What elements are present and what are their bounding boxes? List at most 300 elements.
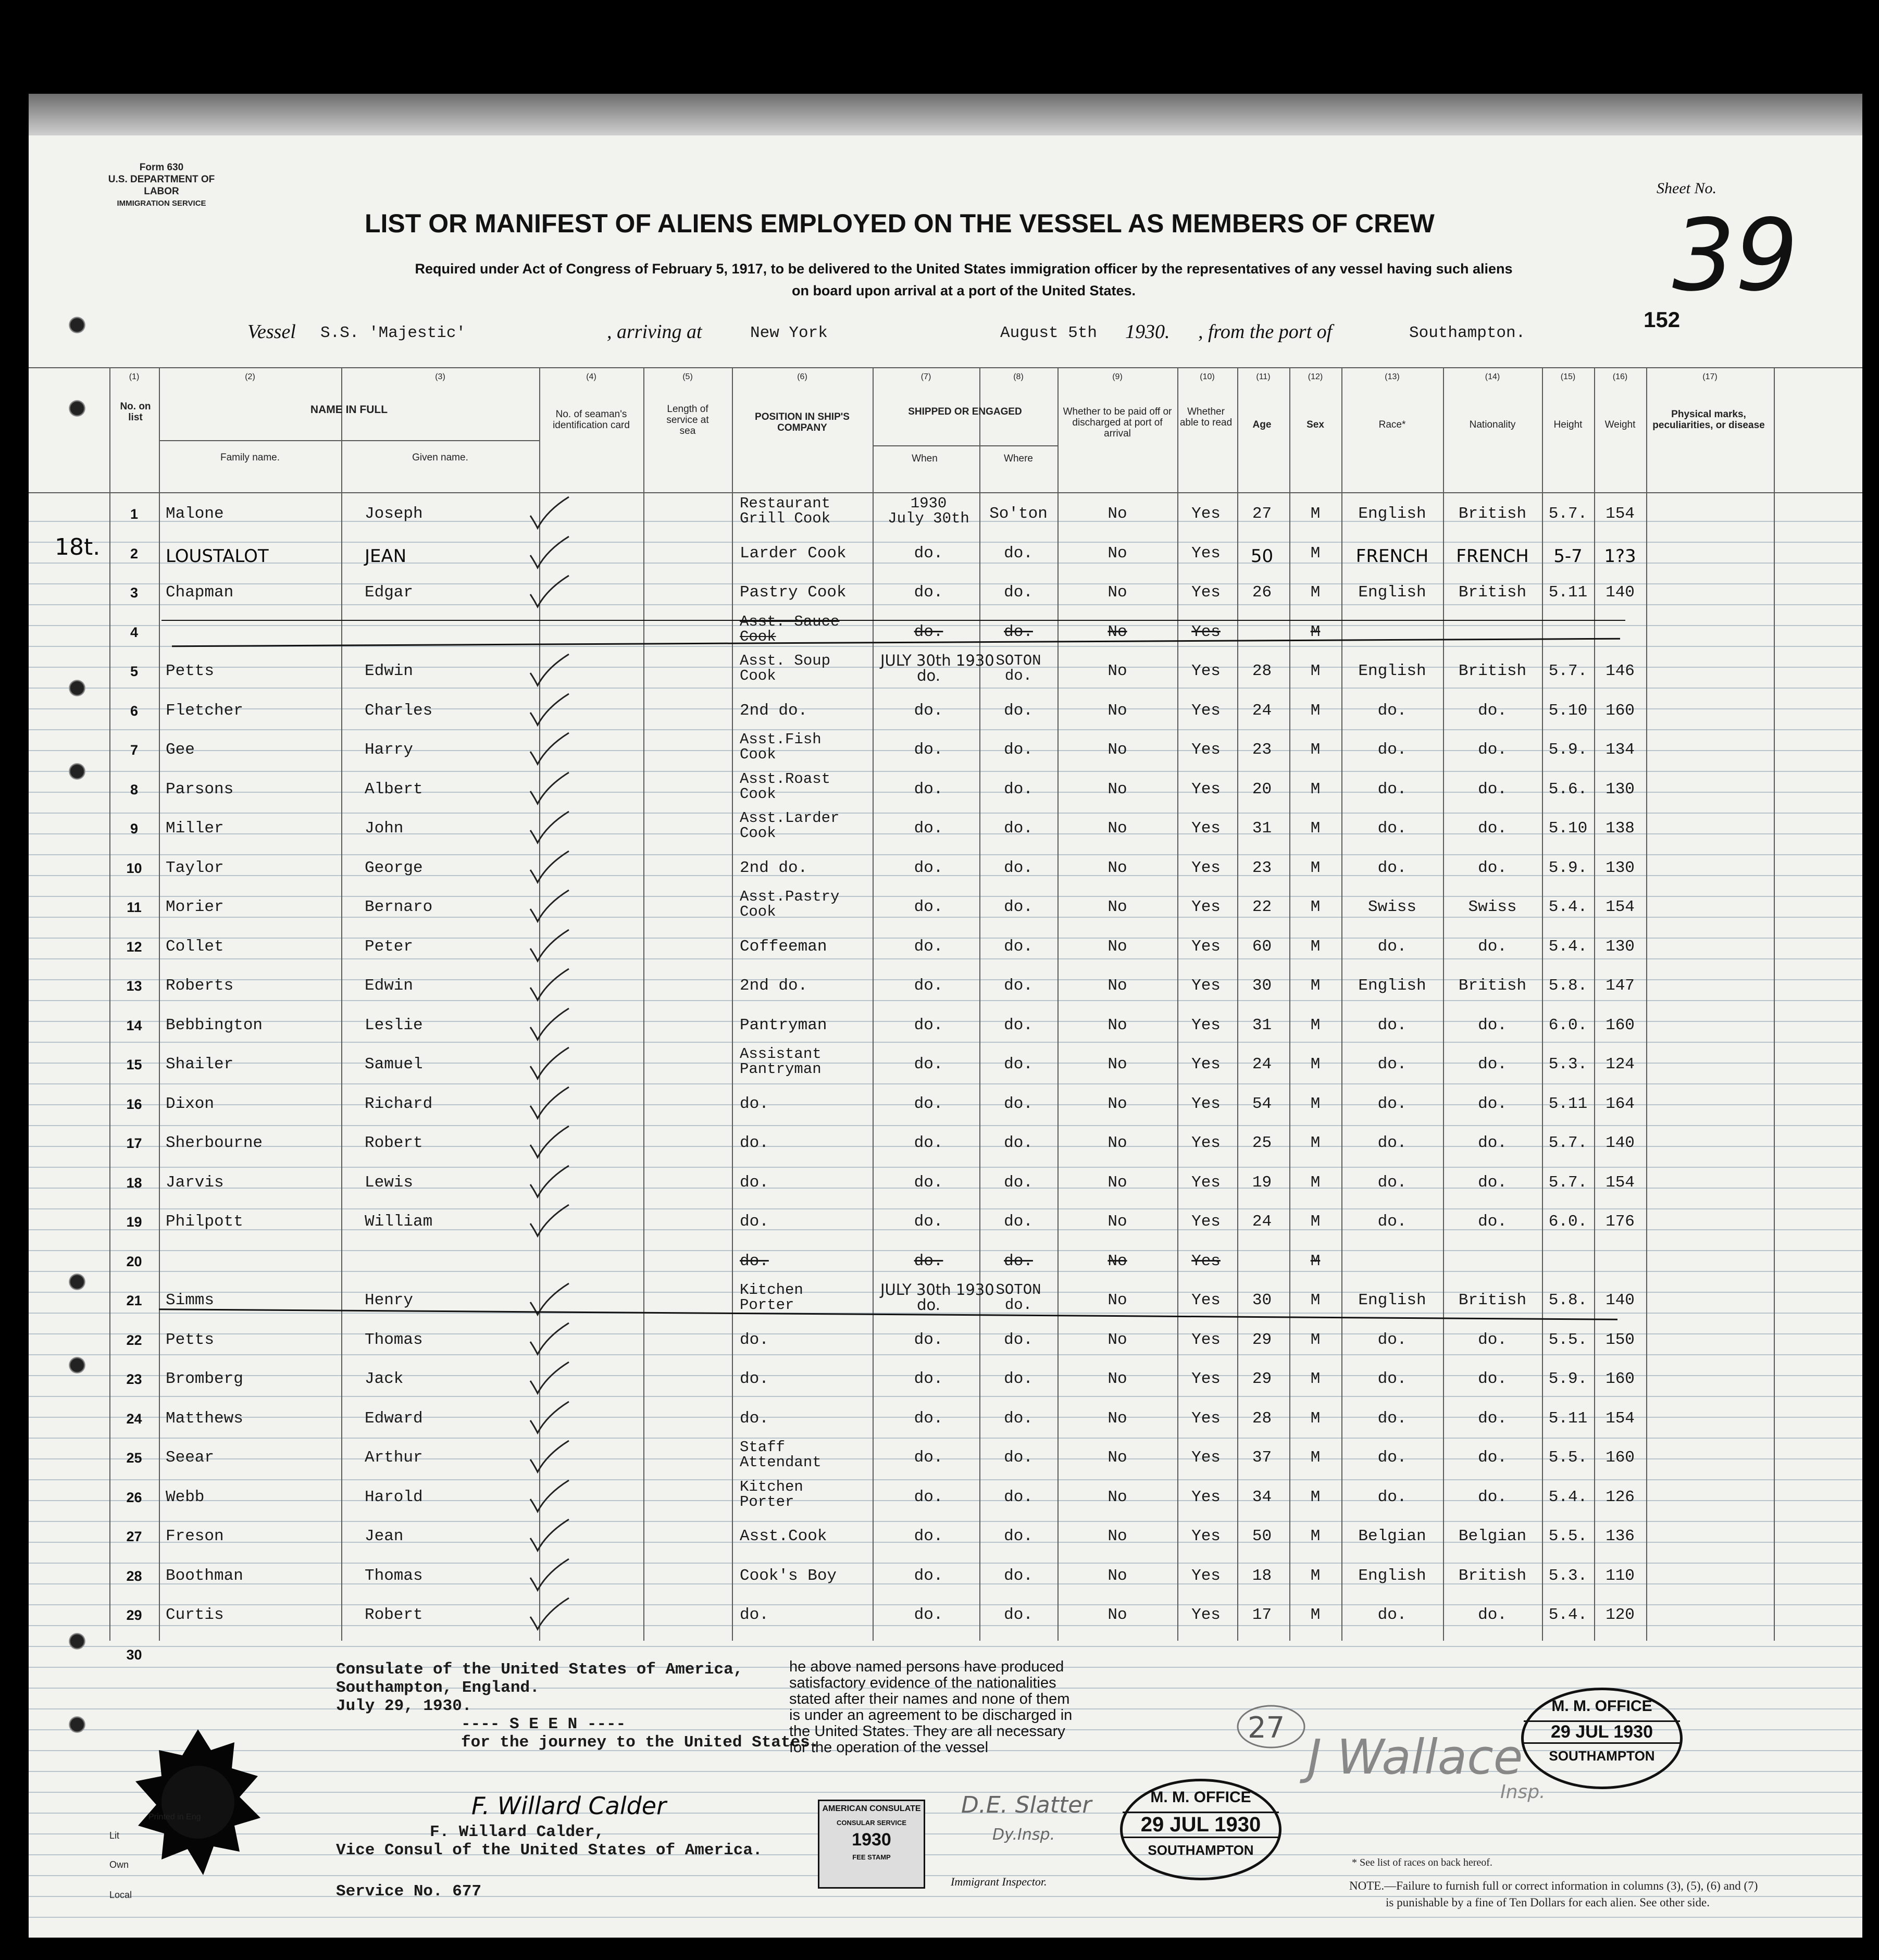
cell-given: [365, 821, 403, 837]
cell-paid-line: No: [1108, 1252, 1127, 1270]
cell-race-line: do.: [1377, 858, 1407, 877]
seen-line: ---- S E E N ----: [461, 1715, 626, 1733]
office-stamp-date: 29 JUL 1930: [1123, 1812, 1279, 1838]
check-mark-icon: [526, 1164, 573, 1200]
cell-height: [1542, 506, 1594, 522]
rule-line: [29, 958, 1862, 959]
cell-pos-line: Larder Cook: [740, 544, 847, 563]
cell-given: [365, 703, 432, 719]
col-race-header: Race*: [1378, 419, 1406, 430]
cell-weight-line: 154: [1606, 1409, 1635, 1428]
cell-age: [1237, 1135, 1287, 1151]
column-rule: [341, 367, 342, 1641]
cell-no: [109, 1529, 159, 1545]
cell-height-line: 6.0.: [1548, 1213, 1588, 1231]
cell-weight-line: 110: [1606, 1566, 1635, 1585]
cell-height: [1542, 1214, 1594, 1230]
cell-sex: [1289, 1371, 1341, 1387]
cell-where-line: do.: [1004, 544, 1033, 563]
cell-paid: [1057, 900, 1177, 915]
cell-sex-line: M: [1310, 1566, 1321, 1585]
cell-when: [880, 939, 977, 955]
column-number: (9): [1112, 372, 1123, 381]
cell-pos: [740, 810, 839, 841]
cell-age-line: 18: [1252, 1566, 1272, 1585]
cell-nat-line: FRENCH: [1456, 545, 1529, 567]
cell-family-line: Boothman: [166, 1566, 243, 1585]
cell-no-line: 2: [130, 545, 139, 561]
cell-where: [982, 939, 1055, 955]
col-name-header: NAME IN FULL: [310, 404, 388, 416]
cell-pos-line: Porter: [740, 1296, 794, 1314]
cell-weight-line: 124: [1606, 1055, 1635, 1073]
from-port: Southampton.: [1409, 324, 1526, 342]
cell-nat-line: do.: [1478, 1213, 1507, 1231]
cell-when: [880, 1332, 977, 1348]
cell-family: [166, 1018, 263, 1033]
cell-sex-line: M: [1310, 544, 1321, 563]
cell-sex: [1289, 1057, 1341, 1072]
cell-sex: [1289, 1529, 1341, 1544]
cell-weight: [1594, 1411, 1646, 1427]
vessel-label: Vessel: [247, 321, 296, 343]
lit-label: Lit: [109, 1830, 120, 1841]
cell-nat: [1443, 1214, 1542, 1230]
col-marks-header: Physical marks, peculiarities, or disease: [1652, 409, 1765, 431]
cell-pos: [740, 1440, 822, 1470]
office-stamp-top: M. M. OFFICE: [1551, 1697, 1652, 1715]
cell-read: [1177, 782, 1235, 797]
col-where-header: Where: [1004, 453, 1033, 464]
margin-note: 18t.: [55, 534, 101, 560]
cell-family: [166, 546, 269, 567]
cell-when-line: JULY 30th 1930: [880, 652, 994, 669]
cell-age: [1237, 1214, 1287, 1230]
column-rule: [732, 367, 733, 1641]
cell-race-line: do.: [1377, 819, 1407, 838]
cell-given-line: Robert: [365, 1134, 423, 1152]
cell-no-line: 19: [126, 1214, 142, 1230]
cell-nat-line: British: [1458, 977, 1527, 995]
cell-where: [982, 506, 1055, 522]
cell-where: [982, 1175, 1055, 1191]
check-mark-icon: [526, 495, 573, 531]
cell-race: [1341, 1607, 1443, 1623]
cell-family: [166, 703, 243, 719]
cell-when: [880, 1096, 977, 1112]
cell-weight: [1594, 742, 1646, 758]
deputy-title: Dy.Insp.: [992, 1826, 1055, 1844]
cell-height: [1542, 900, 1594, 915]
cell-given-line: Peter: [365, 937, 414, 956]
cell-where-line: do.: [1004, 1016, 1033, 1034]
cell-pos: [740, 585, 847, 601]
cell-height: [1542, 860, 1594, 876]
cell-sex: [1289, 1214, 1341, 1230]
cell-race: [1341, 1175, 1443, 1191]
cell-age-line: 27: [1252, 505, 1272, 523]
cell-race: [1341, 860, 1443, 876]
cell-pos: [740, 703, 807, 719]
cell-given: [365, 585, 413, 601]
cell-nat: [1443, 506, 1542, 522]
cell-where: [982, 1371, 1055, 1387]
printed-note: Printed in Eng: [148, 1813, 201, 1821]
cell-paid-line: No: [1108, 583, 1127, 602]
cell-age: [1237, 1411, 1287, 1427]
column-number: (6): [797, 372, 807, 381]
cell-no-line: 15: [126, 1057, 142, 1072]
office-stamp-right: [1521, 1688, 1683, 1789]
cell-family-line: Morier: [166, 898, 224, 916]
rule-line: [29, 542, 1862, 543]
check-mark-icon: [526, 1124, 573, 1160]
cell-age: [1237, 978, 1287, 994]
cell-when: [880, 1018, 977, 1033]
cell-read-line: Yes: [1191, 898, 1221, 916]
cell-family-line: Roberts: [166, 977, 234, 995]
cell-race: [1341, 1135, 1443, 1151]
cell-paid: [1057, 1293, 1177, 1308]
check-mark-icon: [526, 928, 573, 964]
cell-race: [1341, 821, 1443, 837]
cell-sex-line: M: [1310, 858, 1321, 877]
cell-given: [365, 546, 406, 567]
cell-age-line: 26: [1252, 583, 1272, 602]
column-number: (17): [1702, 372, 1718, 381]
cell-where: [982, 1214, 1055, 1230]
cell-age: [1237, 1175, 1287, 1191]
cell-nat-line: do.: [1478, 1330, 1507, 1349]
cell-given: [365, 1018, 423, 1033]
cell-where: [982, 1529, 1055, 1544]
cell-sex: [1289, 664, 1341, 679]
cell-nat: [1443, 1607, 1542, 1623]
cell-sex: [1289, 782, 1341, 797]
cell-family-line: Chapman: [166, 583, 234, 602]
cell-weight: [1594, 664, 1646, 679]
penalty-note-line-1: NOTE.—Failure to furnish full or correct information in columns (3), (5), (6) and (7): [1349, 1879, 1758, 1892]
cell-given-line: Jack: [365, 1370, 404, 1388]
cell-nat: [1443, 703, 1542, 719]
cell-given: [365, 1293, 413, 1308]
cell-race-line: do.: [1377, 1016, 1407, 1034]
cell-nat: [1443, 546, 1542, 567]
cell-no-line: 13: [126, 978, 142, 994]
cell-nat: [1443, 1175, 1542, 1191]
cell-paid-line: No: [1108, 780, 1127, 798]
cell-race-line: English: [1358, 977, 1426, 995]
cell-given-line: Jean: [365, 1527, 404, 1545]
cell-pos-line: Assistant: [740, 1045, 822, 1063]
cell-sex-line: M: [1310, 937, 1321, 956]
cell-height: [1542, 978, 1594, 994]
cell-where-line: do.: [1004, 583, 1033, 602]
check-mark-icon: [526, 1006, 573, 1043]
cell-nat-line: do.: [1478, 1094, 1507, 1113]
cell-no: [109, 1135, 159, 1152]
cell-read: [1177, 703, 1235, 719]
check-mark-icon: [526, 1321, 573, 1357]
col-when-header: When: [912, 453, 938, 464]
cell-given: [365, 1214, 432, 1230]
cell-family: [166, 1568, 243, 1584]
cell-where-line: do.: [1004, 898, 1033, 916]
cell-race-line: do.: [1377, 1055, 1407, 1073]
cell-weight: [1594, 900, 1646, 915]
cell-no-line: 4: [130, 624, 139, 640]
cell-nat: [1443, 742, 1542, 758]
cell-paid: [1057, 742, 1177, 758]
col-age-header: Age: [1252, 419, 1272, 430]
cell-pos-line: Cook: [740, 746, 776, 763]
cell-nat-line: do.: [1478, 1449, 1507, 1467]
cell-read-line: Yes: [1191, 1173, 1221, 1192]
cell-height-line: 5.4.: [1548, 1606, 1588, 1624]
consulate-line-3: July 29, 1930.: [336, 1697, 472, 1715]
cell-pos-line: Cook: [740, 785, 776, 803]
cell-given-line: George: [365, 858, 423, 877]
cell-paid: [1057, 506, 1177, 522]
cell-read-line: Yes: [1191, 1370, 1221, 1388]
cell-given-line: Joseph: [365, 505, 423, 523]
cell-read-line: Yes: [1191, 977, 1221, 995]
page-title: LIST OR MANIFEST OF ALIENS EMPLOYED ON THE VESSEL AS MEMBERS OF CREW: [365, 209, 1435, 238]
cell-pos-line: Asst.Larder: [740, 809, 840, 827]
cell-nat-line: British: [1458, 1291, 1527, 1309]
cell-read: [1177, 1096, 1235, 1112]
cell-sex: [1289, 742, 1341, 758]
column-rule: [159, 367, 160, 1641]
cell-read-line: Yes: [1191, 544, 1221, 563]
cell-race-line: do.: [1377, 1370, 1407, 1388]
punch-hole: [69, 1716, 85, 1733]
arriving-label: , arriving at: [607, 321, 702, 343]
cell-no: [109, 860, 159, 877]
cell-race-line: do.: [1377, 1213, 1407, 1231]
cell-paid-line: No: [1108, 1213, 1127, 1231]
office-stamp-top: M. M. OFFICE: [1150, 1789, 1251, 1806]
cell-nat: [1443, 1135, 1542, 1151]
cell-nat: [1443, 821, 1542, 837]
cell-race-line: Belgian: [1358, 1527, 1426, 1545]
cell-family-line: Jarvis: [166, 1173, 224, 1192]
cell-where: [982, 1568, 1055, 1584]
cell-family: [166, 900, 224, 915]
cell-height-line: 5.11: [1548, 583, 1588, 602]
cell-when: [880, 546, 977, 561]
cell-pos-line: Cook: [740, 628, 776, 645]
cell-when-line: do.: [914, 780, 943, 798]
inspector-signature: J Wallace: [1308, 1729, 1523, 1785]
rule-line: [29, 1604, 1862, 1605]
cell-paid-line: No: [1108, 1291, 1127, 1309]
cell-paid-line: No: [1108, 505, 1127, 523]
cell-weight: [1594, 939, 1646, 955]
cell-pos: [740, 1135, 769, 1151]
cell-where: [982, 1057, 1055, 1072]
consul-block: [336, 1823, 763, 1859]
cell-height-line: 5.7.: [1548, 1134, 1588, 1152]
cell-no-line: 3: [130, 585, 139, 601]
cell-where-line: do.: [1004, 937, 1033, 956]
column-number: (8): [1013, 372, 1024, 381]
rule-line: [29, 1250, 1862, 1251]
cell-paid: [1057, 546, 1177, 561]
cell-race: [1341, 782, 1443, 797]
cell-height-line: 5.4.: [1548, 937, 1588, 956]
cell-given-line: Harry: [365, 741, 414, 759]
cell-pos: [740, 1411, 769, 1427]
cell-given: [365, 664, 413, 679]
cell-pos-line: Attendant: [740, 1454, 822, 1471]
cell-age: [1237, 939, 1287, 955]
cell-when-line: do.: [914, 1094, 943, 1113]
cell-weight: [1594, 1371, 1646, 1387]
cell-sex: [1289, 703, 1341, 719]
cell-read: [1177, 546, 1235, 561]
cell-paid-line: No: [1108, 701, 1127, 720]
rule-line: [29, 854, 1862, 855]
cell-nat-line: do.: [1478, 1173, 1507, 1192]
penalty-note: [1349, 1878, 1758, 1911]
cell-pos-line: do.: [740, 1330, 769, 1349]
cell-read-line: Yes: [1191, 1330, 1221, 1349]
cell-age-line: 24: [1252, 1055, 1272, 1073]
cell-read-line: Yes: [1191, 1527, 1221, 1545]
cell-no: [109, 703, 159, 719]
cell-family: [166, 1371, 243, 1387]
cell-paid-line: No: [1108, 1449, 1127, 1467]
cell-where-line: do.: [1004, 667, 1032, 684]
cell-sex: [1289, 1018, 1341, 1033]
cell-no: [109, 1057, 159, 1073]
cell-where-line: do.: [1004, 1449, 1033, 1467]
cell-read-line: Yes: [1191, 1094, 1221, 1113]
cell-sex: [1289, 1490, 1341, 1505]
certify-line-1: he above named persons have produced: [789, 1658, 1064, 1675]
header-rule: [159, 440, 539, 441]
punch-hole: [69, 400, 85, 417]
cell-weight-line: 136: [1606, 1527, 1635, 1545]
cell-nat-line: Swiss: [1468, 898, 1517, 916]
cell-height-line: 5.4.: [1548, 898, 1588, 916]
cell-weight-line: 154: [1606, 505, 1635, 523]
cell-weight: [1594, 821, 1646, 837]
cell-family-line: LOUSTALOT: [166, 545, 269, 567]
cell-weight: [1594, 506, 1646, 522]
column-rule: [1646, 367, 1647, 1641]
cell-where: [982, 782, 1055, 797]
cell-where-line: do.: [1004, 1296, 1032, 1314]
header-rule: [29, 367, 1862, 368]
cell-pos: [740, 1332, 769, 1348]
cell-when-line: do.: [914, 1488, 943, 1506]
cell-weight-line: 150: [1606, 1330, 1635, 1349]
cell-race: [1341, 1529, 1443, 1544]
cell-age-line: 31: [1252, 1016, 1272, 1034]
cell-no: [109, 1018, 159, 1034]
cell-pos-line: Asst.Cook: [740, 1527, 827, 1545]
cell-pos-line: Cook's Boy: [740, 1566, 837, 1585]
cell-family-line: Bebbington: [166, 1016, 263, 1034]
cell-where-line: do.: [1004, 1134, 1033, 1152]
cell-when-line: July 30th: [888, 510, 969, 527]
cell-pos: [740, 1254, 769, 1269]
check-mark-icon: [526, 1203, 573, 1239]
cell-where: [982, 546, 1055, 561]
cell-given: [365, 782, 423, 797]
cell-when-line: do.: [914, 1252, 943, 1270]
cell-where-line: SOTON: [996, 1281, 1041, 1299]
cell-height-line: 5.4.: [1548, 1488, 1588, 1506]
check-mark-icon: [526, 1517, 573, 1554]
cell-weight: [1594, 1096, 1646, 1112]
from-port-label: , from the port of: [1198, 321, 1333, 343]
cell-paid: [1057, 664, 1177, 679]
rule-line: [29, 1000, 1862, 1001]
cell-height: [1542, 1096, 1594, 1112]
deputy-signature: D.E. Slatter: [961, 1792, 1092, 1818]
cell-paid: [1057, 978, 1177, 994]
cell-weight: [1594, 1607, 1646, 1623]
cell-given-line: Edward: [365, 1409, 423, 1428]
cell-weight: [1594, 546, 1646, 567]
cell-weight: [1594, 1293, 1646, 1308]
cell-height: [1542, 1175, 1594, 1191]
cell-where-line: do.: [1004, 701, 1033, 720]
cell-family: [166, 1214, 243, 1230]
cell-no-line: 20: [126, 1253, 142, 1269]
cell-where-line: do.: [1004, 1527, 1033, 1545]
rule-line: [29, 1625, 1862, 1626]
cell-where-line: do.: [1004, 1566, 1033, 1585]
cell-given: [365, 1175, 413, 1191]
cell-weight-line: 1?3: [1604, 545, 1636, 567]
cell-no: [109, 1293, 159, 1309]
cell-pos-line: Pantryman: [740, 1016, 827, 1034]
cell-nat-line: do.: [1478, 1488, 1507, 1506]
cell-sex-line: M: [1310, 1252, 1321, 1270]
service: IMMIGRATION SERVICE: [117, 199, 206, 208]
cell-family-line: Petts: [166, 1330, 215, 1349]
rule-line: [29, 917, 1862, 918]
cell-family-line: Seear: [166, 1449, 215, 1467]
cell-where-line: do.: [1004, 780, 1033, 798]
col-paid-header: Whether to be paid off or discharged at port of arrival: [1063, 406, 1172, 439]
cell-age: [1237, 1332, 1287, 1348]
cell-where: [982, 1282, 1055, 1313]
cell-given-line: Charles: [365, 701, 433, 720]
column-number: (10): [1200, 372, 1215, 381]
cell-family: [166, 664, 214, 679]
cell-race-line: do.: [1377, 937, 1407, 956]
cell-race: [1341, 742, 1443, 758]
cell-read: [1177, 1175, 1235, 1191]
cell-height: [1542, 1607, 1594, 1623]
cell-nat-line: British: [1458, 505, 1527, 523]
cell-weight-line: 147: [1606, 977, 1635, 995]
rule-line: [29, 1646, 1862, 1647]
punch-hole: [69, 1633, 85, 1650]
cell-height-line: 5.7.: [1548, 505, 1588, 523]
cell-age: [1237, 585, 1287, 601]
cell-when-line: do.: [914, 701, 943, 720]
cell-given-line: Edwin: [365, 662, 414, 680]
consulate-line-2: Southampton, England.: [336, 1679, 540, 1697]
cell-given: [365, 1529, 403, 1544]
cell-pos: [740, 614, 839, 644]
